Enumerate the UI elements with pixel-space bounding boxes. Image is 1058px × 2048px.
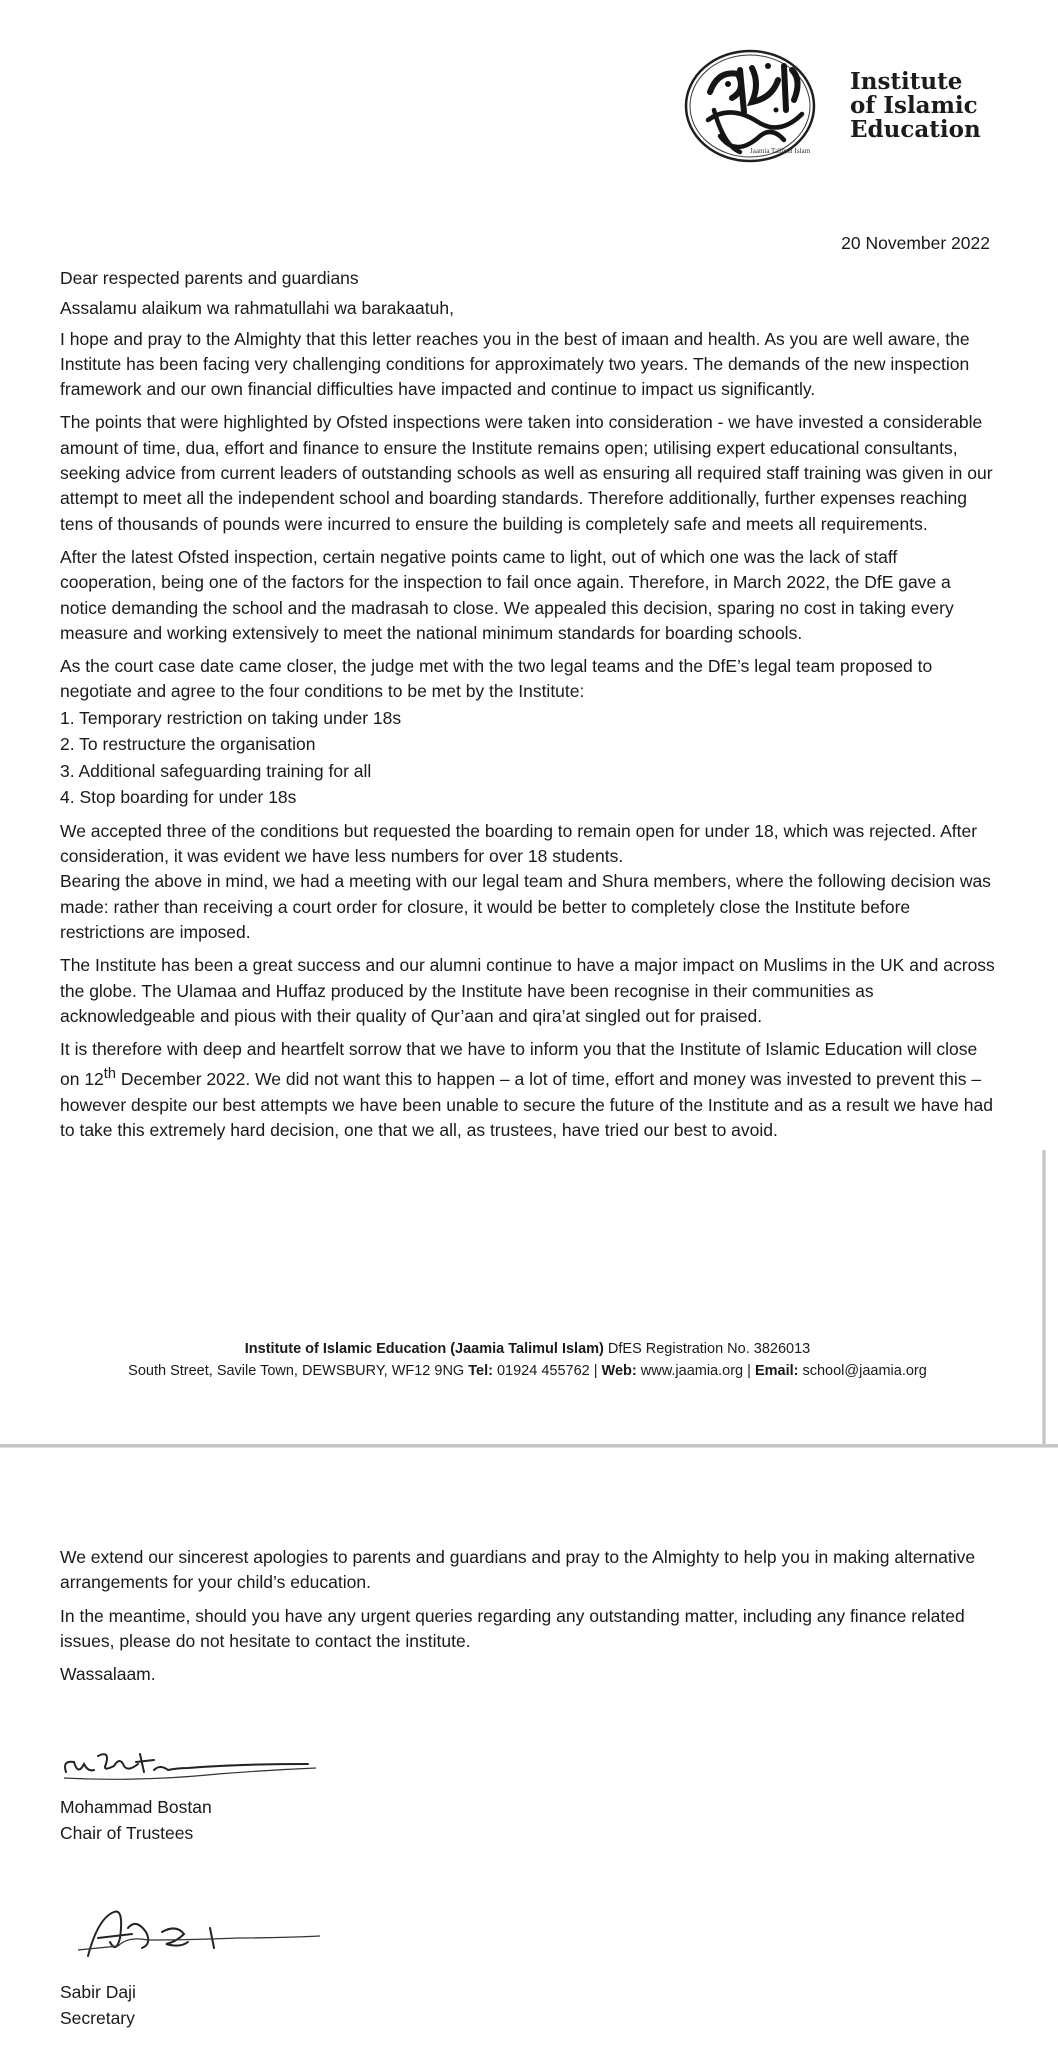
paragraph: After the latest Ofsted inspection, certain negative points came to light, out of which one was the lack of staff cooperation, being one of the factors for the inspection to fail once again. Therefore, in March 2022, the DfE gave a notice demanding the school and the madrasah to close. We appealed this decision, sparing no cost in taking every measure and working extensively to meet the national minimum standards for boarding schools. (60, 546, 954, 643)
list-item: 3. Additional safeguarding training for all (60, 760, 372, 781)
paragraph: We extend our sincerest apologies to parents and guardians and pray to the Almighty to help you in making alternative arrangements for your child’s education. (60, 1547, 976, 1593)
paragraph: Bearing the above in mind, we had a meeting with our legal team and Shura members, where the following decision was made: rather than receiving a court order for closure, it would be better to completely close the Institute before restrictions are imposed. (60, 871, 991, 942)
paragraph: The Institute has been a great success and our alumni continue to have a major impact on Muslims in the UK and across the globe. The Ulamaa and Huffaz produced by the Institute have been recognise in their communities as acknowledgeable and pious with their quality of Qur’aan and qira’at singled out for praised. (60, 955, 995, 1026)
logo-latin-caption: Jaamia Talimul Islam (750, 147, 811, 155)
letter-body-continued (60, 1545, 995, 1695)
chair-signature-icon (58, 1742, 318, 1792)
secretary-signature-icon (58, 1898, 328, 1968)
telephone: 01924 455762 | (492, 1363, 602, 1379)
signatory-title: Secretary (60, 2007, 135, 2028)
signatory-chair (60, 1795, 212, 1846)
scan-page-edge (1042, 1150, 1046, 1445)
signatory-name: Mohammad Bostan (60, 1797, 212, 1817)
closing: Wassalaam. (60, 1664, 156, 1685)
institute-logo (680, 40, 1000, 170)
org-name: Institute of Islamic Education (Jaamia Talimul Islam) (244, 1341, 604, 1357)
greeting: Assalamu alaikum wa rahmatullahi wa barakaatuh, (60, 298, 454, 319)
signatory-name: Sabir Daji (60, 1982, 136, 2002)
registration-number: DfES Registration No. 3826013 (603, 1341, 811, 1357)
letter-date: 20 November 2022 (841, 233, 990, 253)
institute-name: Institute of Islamic Education (850, 68, 981, 143)
signatory-secretary (60, 1980, 136, 2031)
email: school@jaamia.org (798, 1363, 927, 1379)
conditions-list (60, 705, 995, 811)
list-item: 4. Stop boarding for under 18s (60, 787, 297, 808)
paragraph: It is therefore with deep and heartfelt sorrow that we have to inform you that the Institute of Islamic Education will close on 12th December 2022. We did not want this to happen – a lot of time, effort and money was invested to prevent this – however despite our best attempts we have been unable to secure the future of the Institute and as a result we have had to take this extremely hard decision, one that we all, as trustees, have tried our best to avoid. (60, 1039, 993, 1140)
letter-body (60, 266, 995, 1151)
website: www.jaamia.org | (636, 1363, 755, 1379)
address: South Street, Savile Town, DEWSBURY, WF12 9NG (128, 1363, 469, 1379)
paragraph: I hope and pray to the Almighty that this letter reaches you in the best of imaan and health. As you are well aware, the Institute has been facing very challenging conditions for approximately two years. The demands of the new inspection framework and our own financial difficulties have impacted and continue to impact us significantly. (60, 328, 970, 400)
page-break (0, 1444, 1058, 1448)
paragraph: The points that were highlighted by Ofsted inspections were taken into consideration - we have invested a considerable amount of time, dua, effort and finance to ensure the Institute remains open; utilising expert educational consultants, seeking advice from current leaders of outstanding schools as well as ensuring all required staff training was given in our attempt to meet all the independent school and boarding standards. Therefore additionally, further expenses reaching tens of thousands of pounds were incurred to ensure the building is completely safe and meets all requirements. (60, 412, 993, 534)
paragraph: We accepted three of the conditions but requested the boarding to remain open for under 18, which was rejected. After consideration, it was evident we have less numbers for over 18 students. (60, 820, 978, 867)
paragraph: As the court case date came closer, the judge met with the two legal teams and the DfE’s legal team proposed to negotiate and agree to the four conditions to be met by the Institute: (60, 656, 933, 702)
letterhead-footer: Institute of Islamic Education (Jaamia Talimul Islam) DfES Registration No. 3826013 South Street, Savile Town, DEWSBURY, WF12 9NG Tel: 01924 455762 | Web: www.jaamia.org | Email: school@jaamia.org (128, 1341, 927, 1379)
list-item: 2. To restructure the organisation (60, 734, 316, 755)
signatory-title: Chair of Trustees (60, 1822, 194, 1843)
salutation: Dear respected parents and guardians (60, 268, 359, 288)
list-item: 1. Temporary restriction on taking under 18s (60, 707, 402, 728)
paragraph: In the meantime, should you have any urgent queries regarding any outstanding matter, including any finance related issues, please do not hesitate to contact the institute. (60, 1605, 965, 1651)
